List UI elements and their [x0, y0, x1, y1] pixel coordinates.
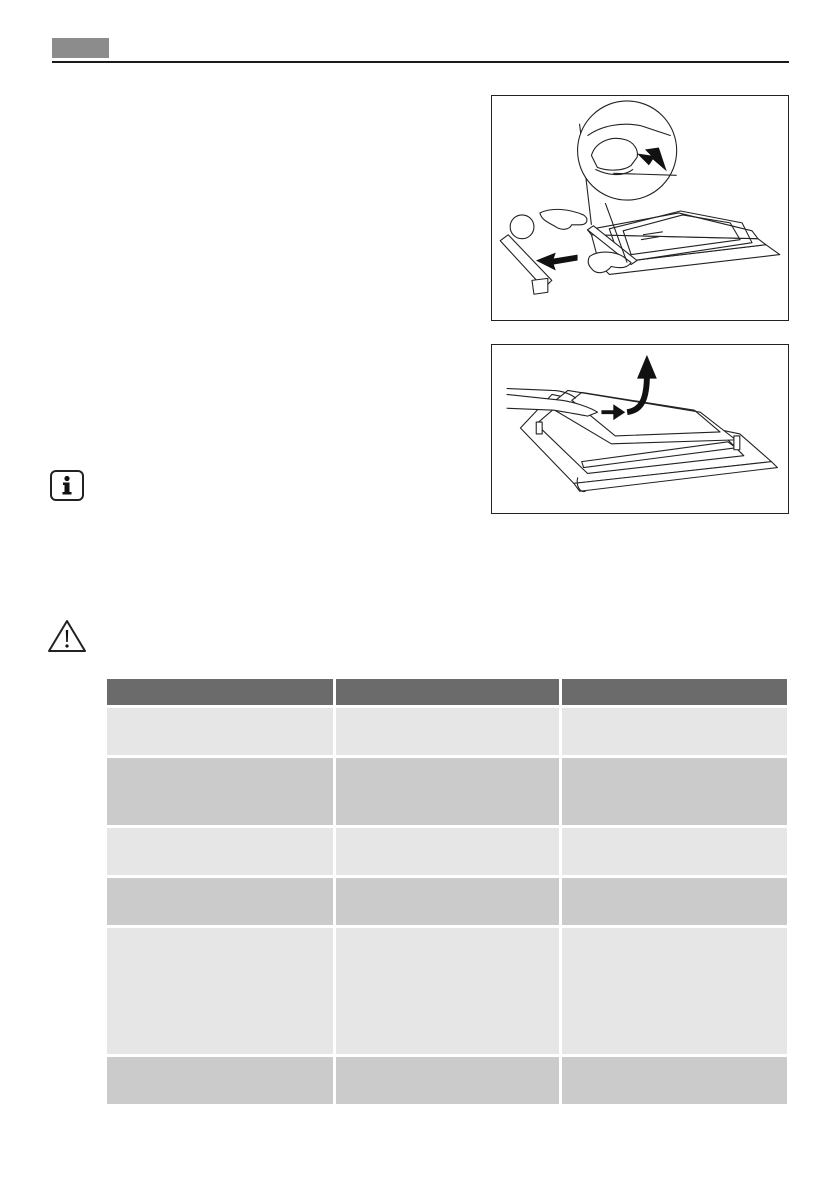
troubleshooting-table	[107, 679, 787, 1104]
table-cell	[336, 878, 559, 925]
table-row	[107, 1057, 787, 1104]
table-cell	[336, 708, 559, 755]
table-cell	[562, 1057, 787, 1104]
table-cell	[562, 878, 787, 925]
figure-glass-panel-lift	[491, 344, 789, 514]
table-row	[107, 758, 787, 825]
table-row	[107, 928, 787, 1054]
table-cell	[107, 828, 333, 875]
glass-panel-illustration	[492, 345, 788, 513]
table-header-cell	[107, 679, 333, 705]
table-cell	[336, 928, 559, 1054]
table-cell	[562, 928, 787, 1054]
table-cell	[562, 828, 787, 875]
table-cell	[107, 758, 333, 825]
table-cell	[336, 758, 559, 825]
table-header-cell	[562, 679, 787, 705]
table-header-cell	[336, 679, 559, 705]
table-cell	[562, 708, 787, 755]
header-rule	[52, 61, 789, 63]
table-cell	[107, 1057, 333, 1104]
table-cell	[336, 1057, 559, 1104]
figure-door-strip-removal	[491, 95, 789, 321]
table-cell	[107, 708, 333, 755]
table-row	[107, 708, 787, 755]
table-cell	[562, 758, 787, 825]
info-icon	[50, 470, 84, 501]
table-row	[107, 878, 787, 925]
table-header-row	[107, 679, 787, 705]
door-strip-illustration	[492, 96, 788, 320]
table-cell	[107, 878, 333, 925]
table-cell	[107, 928, 333, 1054]
table-cell	[336, 828, 559, 875]
warning-triangle-icon	[46, 618, 88, 654]
section-tab	[52, 38, 109, 58]
table-row	[107, 828, 787, 875]
